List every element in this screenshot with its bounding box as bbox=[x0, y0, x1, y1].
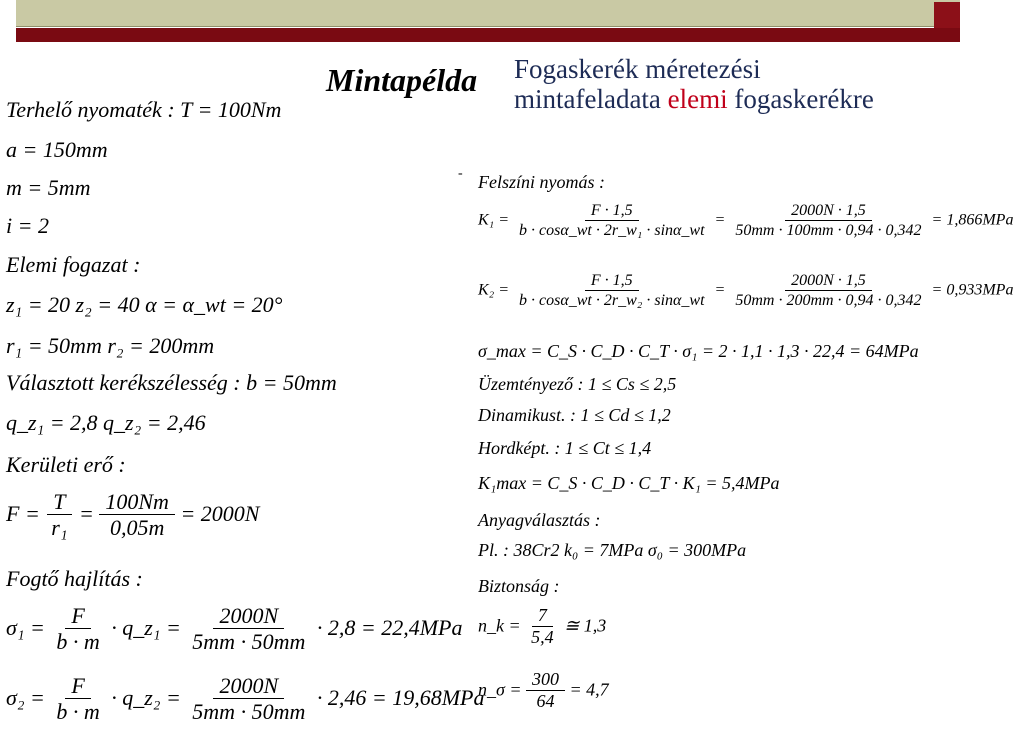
fraction: $\frac{F \cdot 1,5}{\text{b · cosα\_wt · 2r\_w₂ · sinα\_wt}}$ bbox=[519, 272, 705, 309]
ratio-line: i = 2 bbox=[6, 213, 49, 238]
fraction: $\frac{F}{b \cdot m}$ bbox=[56, 673, 100, 725]
right-column bbox=[478, 0, 1013, 730]
fraction: $\frac{T}{\text{r₁}}$ bbox=[45, 490, 73, 542]
slide-title-part3: fogaskerékre bbox=[734, 84, 874, 114]
torque-line: Terhelő nyomaték : T = 100Nm bbox=[6, 97, 282, 122]
module-line: m = 5mm bbox=[6, 175, 91, 200]
fraction: $\frac{F \cdot 1,5}{\text{b · cosα\_wt · 2r\_w₁ · sinα\_wt}}$ bbox=[519, 202, 705, 239]
fraction: $\frac{2000N}{5mm \cdot 50mm}$ bbox=[192, 603, 306, 655]
fraction: $\frac{F}{b \cdot m}$ bbox=[56, 603, 100, 655]
nk-equation: n_k = $\frac{7}{5,4}$ ≅ 1,3 bbox=[478, 605, 607, 647]
slide-title-accent: elemi bbox=[667, 84, 728, 114]
surface-pressure-heading: Felszíni nyomás : bbox=[478, 172, 605, 192]
sigma2-equation: σ₂ = $\frac{F}{b \cdot m}$ · q_z₂ = $\frac{2000N}{5mm \cdot 50mm}$ · 2,46 = 19,68MPa bbox=[6, 673, 485, 725]
dash-mark: - bbox=[458, 166, 463, 181]
k2-equation: K₂ = $\frac{F \cdot 1,5}{\text{b · cosα\_wt · 2r\_w₂ · sinα\_wt}}$ = $\frac{2000N \cdot 1,5}{50mm \cdot 200mm \cdot 0,94 \cdot 0,342}$ = 0,933MPa bbox=[478, 272, 1013, 309]
fraction: $\frac{100Nm}{0,05m}$ bbox=[99, 490, 175, 542]
fraction: $\frac{7}{5,4}$ bbox=[531, 605, 554, 647]
sigma1-equation: σ₁ = $\frac{F}{b \cdot m}$ · q_z₁ = $\frac{2000N}{5mm \cdot 50mm}$ · 2,8 = 22,4MPa bbox=[6, 603, 463, 655]
force-equation: F = $\frac{T}{\text{r₁}}$ = $\frac{100Nm}{0,05m}$ = 2000N bbox=[6, 489, 260, 541]
fraction: $\frac{2000N}{5mm \cdot 50mm}$ bbox=[192, 673, 306, 725]
dynamic-factor-line: Dinamikust. : 1 ≤ Cd ≤ 1,2 bbox=[478, 405, 671, 425]
fraction: $\frac{300}{64}$ bbox=[526, 670, 565, 712]
fraction: $\frac{2000N \cdot 1,5}{50mm \cdot 100mm \cdot 0,94 \cdot 0,342}$ bbox=[735, 202, 922, 239]
left-column bbox=[6, 0, 485, 730]
gearing-heading: Elemi fogazat : bbox=[6, 252, 141, 277]
factor-line: q_z₁ = 2,8 q_z₂ = 2,46 bbox=[6, 410, 206, 435]
k1max-line: K₁max = C_S · C_D · C_T · K₁ = 5,4MPa bbox=[478, 473, 780, 493]
safety-heading: Biztonság : bbox=[478, 576, 560, 596]
radius-line: r₁ = 50mm r₂ = 200mm bbox=[6, 333, 215, 358]
material-heading: Anyagválasztás : bbox=[478, 510, 601, 530]
main-title: Mintapélda bbox=[326, 62, 478, 98]
width-line: Választott kerékszélesség : b = 50mm bbox=[6, 370, 337, 395]
center-distance-line: a = 150mm bbox=[6, 137, 108, 162]
bending-heading: Fogtő hajlítás : bbox=[6, 566, 143, 591]
k1-equation: K₁ = $\frac{F \cdot 1,5}{\text{b · cosα\_wt · 2r\_w₁ · sinα\_wt}}$ = $\frac{2000N \cdot 1,5}{50mm \cdot 100mm \cdot 0,94 \cdot 0,342}$ = 1,866MPa bbox=[478, 202, 1013, 239]
tangential-force-heading: Kerületi erő : bbox=[6, 452, 126, 477]
material-line: Pl. : 38Cr2 k₀ = 7MPa σ₀ = 300MPa bbox=[478, 540, 747, 560]
contact-factor-line: Hordképt. : 1 ≤ Ct ≤ 1,4 bbox=[478, 438, 652, 458]
slide-title-part2: mintafeladata bbox=[514, 84, 661, 114]
sigma-max-line: σ_max = C_S · C_D · C_T · σ₁ = 2 · 1,1 · 1,3 · 22,4 = 64MPa bbox=[478, 341, 919, 361]
service-factor-line: Üzemtényező : 1 ≤ Cs ≤ 2,5 bbox=[478, 374, 677, 394]
nsigma-equation: n_σ = $\frac{300}{64}$ = 4,7 bbox=[478, 669, 609, 711]
fraction: $\frac{2000N \cdot 1,5}{50mm \cdot 200mm \cdot 0,94 \cdot 0,342}$ bbox=[735, 272, 922, 309]
teeth-line: z₁ = 20 z₂ = 40 α = α_wt = 20° bbox=[6, 292, 283, 317]
slide-title-part1: Fogaskerék méretezési bbox=[514, 54, 761, 84]
